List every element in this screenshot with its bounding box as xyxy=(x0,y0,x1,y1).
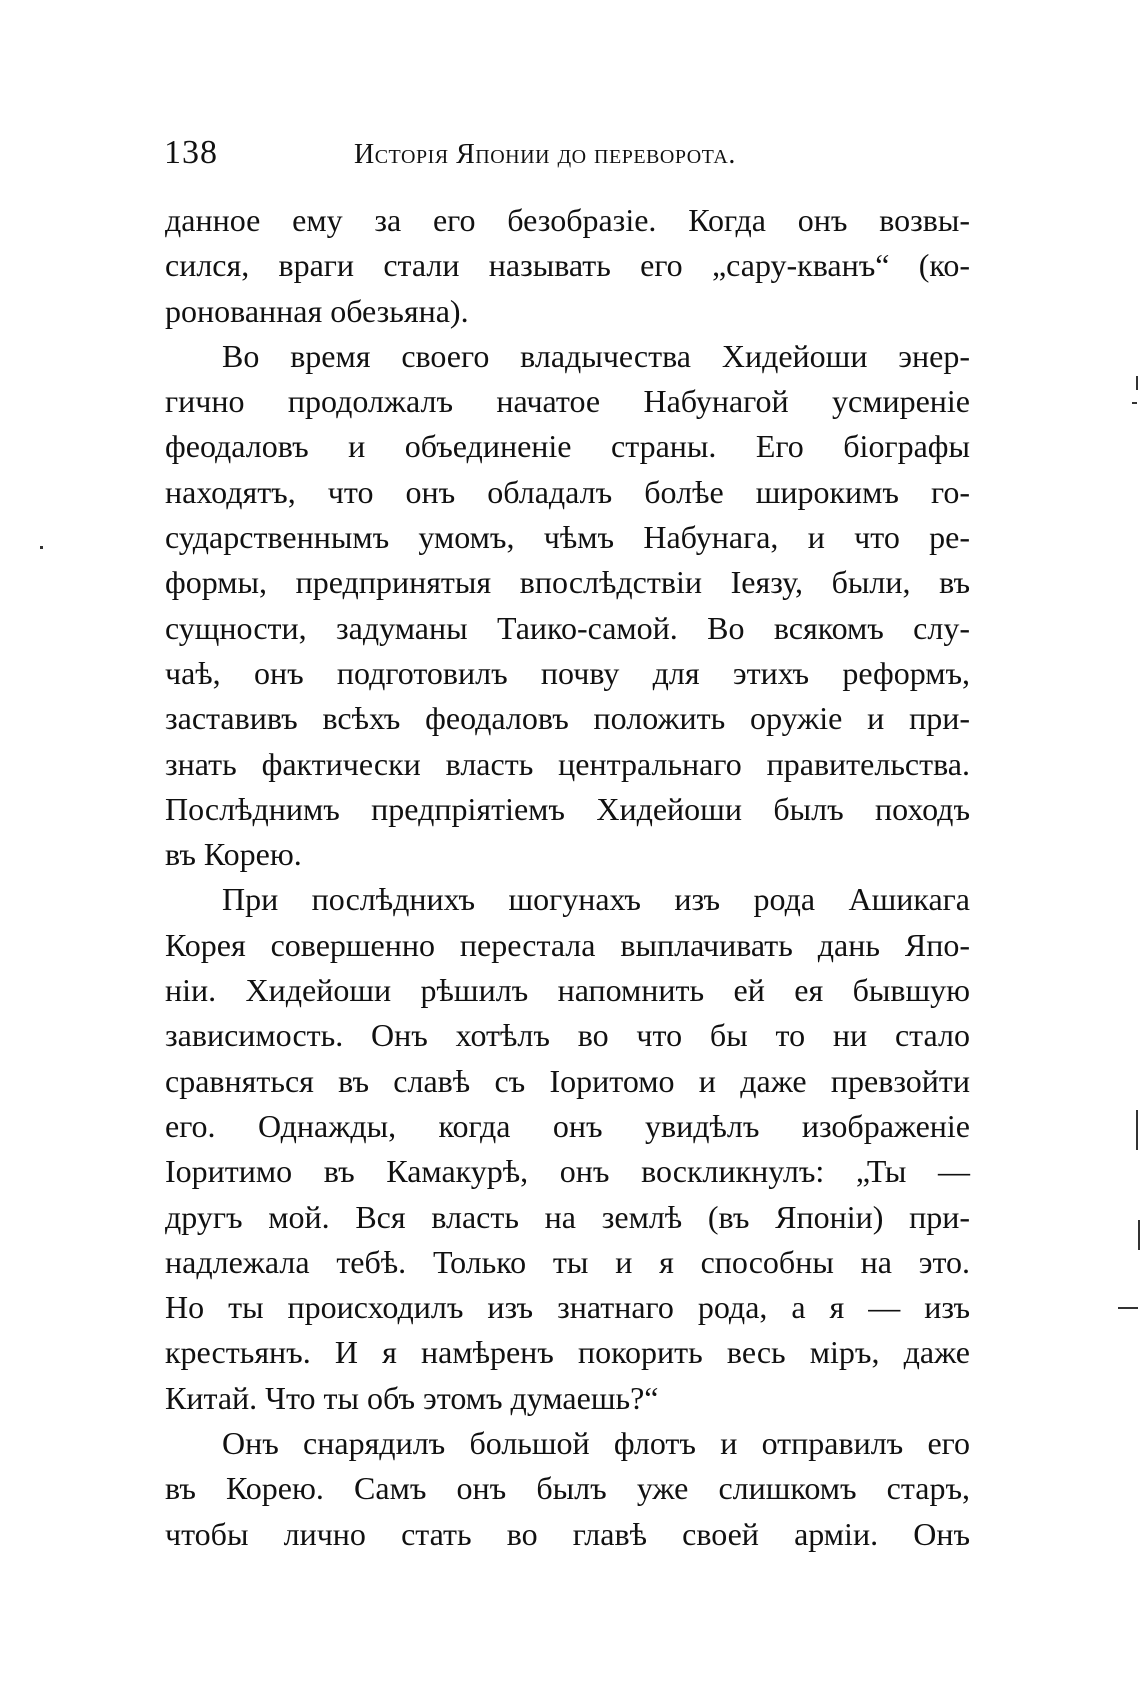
text-line: Послѣднимъ предпріятіемъ Хидейоши былъ походъ xyxy=(165,790,970,827)
text-line: чтобы лично стать во главѣ своей арміи. Онъ xyxy=(165,1515,970,1552)
text-line: Во время своего владычества Хидейоши энер- xyxy=(222,337,970,374)
text-line: чаѣ, онъ подготовилъ почву для этихъ реформъ, xyxy=(165,654,970,691)
text-line: сился, враги стали называть его „сару-кванъ“ (ко- xyxy=(165,247,970,284)
text-line: ронованная обезьяна). xyxy=(165,292,469,329)
page-number: 138 xyxy=(164,134,218,171)
text-line: находятъ, что онъ обладалъ болѣе широкимъ го- xyxy=(165,473,970,510)
scan-mark xyxy=(1136,1110,1138,1150)
text-line: данное ему за его безобразіе. Когда онъ возвы- xyxy=(165,202,970,238)
scan-mark xyxy=(1132,402,1137,404)
text-line: зависимость. Онъ хотѣлъ во что бы то ни стало xyxy=(165,1017,970,1054)
text-line: сударственнымъ умомъ, чѣмъ Набунага, и что ре- xyxy=(165,519,970,556)
text-line: сущности, задуманы Таико-самой. Во всякомъ слу- xyxy=(165,609,970,646)
text-line: феодаловъ и объединеніе страны. Его біографы xyxy=(165,428,970,465)
text-line: Но ты происходилъ изъ знатнаго рода, а я — изъ xyxy=(165,1289,970,1326)
text-line: Корея совершенно перестала выплачивать дань Япо- xyxy=(165,926,970,963)
text-line: другъ мой. Вся власть на землѣ (въ Японіи) при- xyxy=(165,1198,970,1235)
text-line: сравняться въ славѣ съ Іоритомо и даже превзойти xyxy=(165,1062,970,1099)
text-line: въ Корею. Самъ онъ былъ уже слишкомъ старъ, xyxy=(165,1470,970,1507)
page-header xyxy=(164,128,964,178)
text-line: знать фактически власть центральнаго правительства. xyxy=(165,745,970,782)
scan-mark xyxy=(40,546,43,549)
text-line: При послѣднихъ шогунахъ изъ рода Ашикага xyxy=(222,881,970,918)
paragraph-1 xyxy=(165,198,970,334)
scan-mark xyxy=(1118,1307,1138,1309)
scan-mark xyxy=(1136,376,1138,390)
text-line: ніи. Хидейоши рѣшилъ напомнить ей ея бывшую xyxy=(165,972,970,1009)
paragraph-2 xyxy=(165,334,970,878)
text-line: гично продолжалъ начатое Набунагой усмиреніе xyxy=(165,383,970,420)
text-line: крестьянъ. И я намѣренъ покорить весь міръ, даже xyxy=(165,1334,970,1371)
text-line: Іоритимо въ Камакурѣ, онъ воскликнулъ: „Ты — xyxy=(165,1153,970,1190)
text-line: въ Корею. xyxy=(165,836,302,873)
text-line: надлежала тебѣ. Только ты и я способны на это. xyxy=(165,1243,970,1280)
paragraph-3 xyxy=(165,877,970,1421)
text-line: его. Однажды, когда онъ увидѣлъ изображеніе xyxy=(165,1107,970,1144)
running-title: Исторія Японии до переворота. xyxy=(354,139,736,170)
body-text xyxy=(165,198,970,1557)
text-line: Китай. Что ты объ этомъ думаешь?“ xyxy=(165,1379,659,1416)
text-line: формы, предпринятыя впослѣдствіи Іеязу, были, въ xyxy=(165,564,970,601)
text-line: заставивъ всѣхъ феодаловъ положить оружіе и при- xyxy=(165,700,970,737)
paragraph-4 xyxy=(165,1421,970,1557)
text-line: Онъ снарядилъ большой флотъ и отправилъ его xyxy=(222,1425,970,1462)
